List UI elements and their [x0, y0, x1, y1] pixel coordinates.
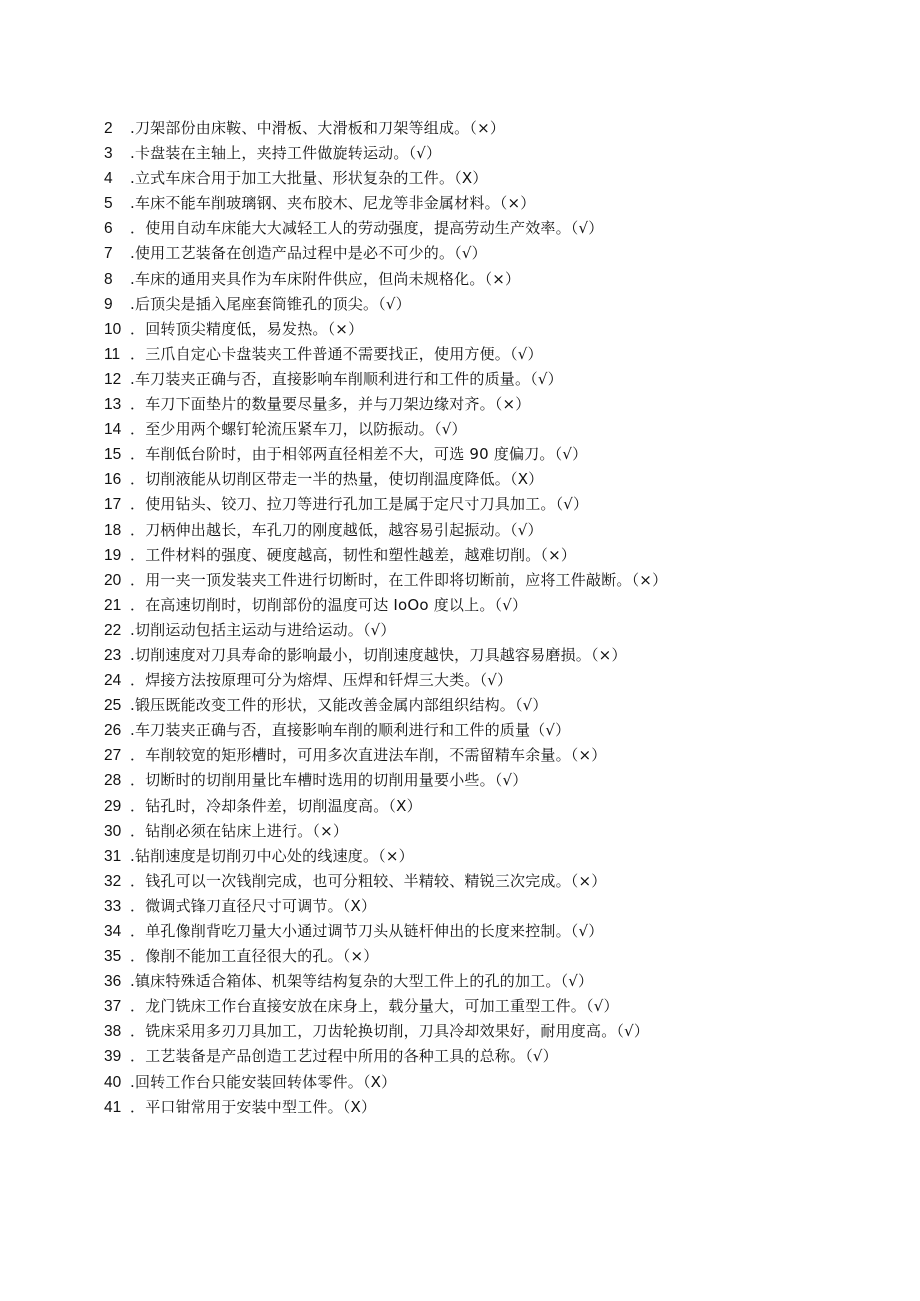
item-number: 28 — [104, 772, 122, 790]
item-number: 26 — [104, 722, 122, 740]
list-item — [104, 994, 894, 1019]
item-text: .镇床特殊适合箱体、机架等结构复杂的大型工件上的孔的加工。（√） — [130, 972, 594, 991]
item-text: ．使用自动车床能大大减轻工人的劳动强度，提高劳动生产效率。（√） — [130, 219, 604, 238]
list-item — [104, 869, 894, 894]
item-text: ．钻削必须在钻床上进行。（×） — [130, 821, 349, 840]
item-number: 24 — [104, 672, 122, 690]
item-text: .车床的通用夹具作为车床附件供应，但尚未规格化。（×） — [130, 269, 521, 288]
item-text: .车刀装夹正确与否，直接影响车削的顺利进行和工件的质量（√） — [130, 721, 571, 740]
item-text: ．微调式锋刀直径尺寸可调节。（X） — [130, 896, 377, 915]
item-text: ．焊接方法按原理可分为熔焊、压焊和钎焊三大类。（√） — [130, 671, 513, 690]
list-item — [104, 166, 894, 191]
list-item — [104, 267, 894, 292]
item-number: 6 — [104, 220, 113, 238]
list-item — [104, 794, 894, 819]
item-text: .回转工作台只能安装回转体零件。（X） — [130, 1072, 397, 1091]
list-item — [104, 944, 894, 969]
item-text: ．在高速切削时，切削部份的温度可达 IoOo 度以上。（√） — [130, 595, 528, 614]
item-text: ．车削低台阶时，由于相邻两直径相差不大，可选 90 度偏刀。（√） — [130, 445, 588, 464]
list-item — [104, 1070, 894, 1095]
item-text: ．钱孔可以一次钱削完成，也可分粗较、半精较、精锐三次完成。（×） — [130, 871, 607, 890]
list-item — [104, 718, 894, 743]
item-text: ．刀柄伸出越长，车孔刀的刚度越低，越容易引起振动。（√） — [130, 520, 543, 539]
item-text: .使用工艺装备在创造产品过程中是必不可少的。（√） — [130, 244, 487, 263]
item-number: 40 — [104, 1073, 122, 1091]
item-number: 27 — [104, 747, 122, 765]
item-number: 19 — [104, 546, 122, 564]
item-number: 3 — [104, 145, 113, 163]
item-number: 33 — [104, 897, 122, 915]
list-item — [104, 1095, 894, 1120]
item-text: ．用一夹一顶发装夹工件进行切断时，在工件即将切断前，应将工件敲断。（×） — [130, 570, 668, 589]
list-item — [104, 467, 894, 492]
list-item — [104, 1044, 894, 1069]
list-item — [104, 518, 894, 543]
item-text: .车刀装夹正确与否，直接影响车削顺利进行和工件的质量。（√） — [130, 369, 563, 388]
list-item — [104, 292, 894, 317]
list-item — [104, 568, 894, 593]
list-item — [104, 241, 894, 266]
list-item — [104, 894, 894, 919]
item-number: 5 — [104, 195, 113, 213]
item-number: 8 — [104, 270, 113, 288]
item-text: ．工艺装备是产品创造工艺过程中所用的各种工具的总称。（√） — [130, 1047, 558, 1066]
item-text: ．龙门铣床工作台直接安放在床身上，载分量大，可加工重型工件。（√） — [130, 997, 619, 1016]
item-number: 41 — [104, 1098, 122, 1116]
item-text: .钻削速度是切削刃中心处的线速度。（×） — [130, 846, 414, 865]
item-text: ．三爪自定心卡盘装夹工件普通不需要找正，使用方便。（√） — [130, 344, 543, 363]
item-text: ．使用钻头、铰刀、拉刀等进行孔加工是属于定尺寸刀具加工。（√） — [130, 495, 589, 514]
item-number: 25 — [104, 697, 122, 715]
item-number: 39 — [104, 1048, 122, 1066]
item-text: ．像削不能加工直径很大的孔。（×） — [130, 947, 379, 966]
list-item — [104, 543, 894, 568]
item-number: 38 — [104, 1023, 122, 1041]
item-number: 35 — [104, 948, 122, 966]
item-text: .后顶尖是插入尾座套筒锥孔的顶尖。（√） — [130, 294, 411, 313]
list-item — [104, 743, 894, 768]
item-number: 21 — [104, 596, 122, 614]
item-number: 7 — [104, 245, 113, 263]
item-text: ．单孔像削背吃刀量大小通过调节刀头从链杆伸出的长度来控制。（√） — [130, 922, 604, 940]
item-number: 22 — [104, 621, 122, 639]
list-item — [104, 442, 894, 467]
list-item — [104, 618, 894, 643]
item-text: ．工件材料的强度、硬度越高，韧性和塑性越差，越难切削。（×） — [130, 545, 577, 564]
item-text: ．钻孔时，冷却条件差，切削温度高。（X） — [130, 796, 422, 815]
item-number: 37 — [104, 998, 122, 1016]
item-number: 16 — [104, 471, 122, 489]
item-number: 10 — [104, 320, 122, 338]
item-text: .锻压既能改变工件的形状，又能改善金属内部组织结构。（√） — [130, 696, 548, 715]
item-text: ．至少用两个螺钉轮流压紧车刀，以防振动。（√） — [130, 420, 467, 439]
list-item — [104, 919, 894, 944]
list-item — [104, 693, 894, 718]
list-item — [104, 116, 894, 141]
item-number: 9 — [104, 295, 113, 313]
list-item — [104, 819, 894, 844]
list-item — [104, 1019, 894, 1044]
item-text: .切削速度对刀具寿命的影响最小，切削速度越快，刀具越容易磨损。（×） — [130, 645, 627, 664]
list-item — [104, 844, 894, 869]
list-item — [104, 317, 894, 342]
item-number: 12 — [104, 370, 122, 388]
item-text: .立式车床合用于加工大批量、形状复杂的工件。（X） — [130, 169, 488, 188]
item-text: ．铣床采用多刃刀具加工，刀齿轮换切削，刀具冷却效果好，耐用度高。（√） — [130, 1022, 650, 1041]
list-item — [104, 216, 894, 241]
item-text: .车床不能车削玻璃钢、夹布胶木、尼龙等非金属材料。（×） — [130, 194, 536, 213]
item-text: ．车刀下面垫片的数量要尽量多，并与刀架边缘对齐。（×） — [130, 395, 531, 414]
list-item — [104, 392, 894, 417]
list-item — [104, 668, 894, 693]
list-item — [104, 342, 894, 367]
item-number: 14 — [104, 421, 122, 439]
item-number: 17 — [104, 496, 122, 514]
list-item — [104, 492, 894, 517]
list-item — [104, 141, 894, 166]
item-number: 4 — [104, 170, 113, 188]
list-item — [104, 191, 894, 216]
list-item — [104, 768, 894, 793]
item-number: 36 — [104, 973, 122, 991]
item-number: 13 — [104, 396, 122, 414]
item-text: ．平口钳常用于安装中型工件。（X） — [130, 1097, 377, 1116]
question-list — [104, 116, 894, 1120]
item-number: 2 — [104, 120, 113, 137]
item-number: 29 — [104, 797, 122, 815]
list-item — [104, 969, 894, 994]
item-text: ．回转顶尖精度低，易发热。（×） — [130, 319, 364, 338]
item-number: 23 — [104, 646, 122, 664]
item-number: 30 — [104, 822, 122, 840]
item-text: .卡盘装在主轴上，夹持工件做旋转运动。（√） — [130, 144, 442, 163]
item-number: 18 — [104, 521, 122, 539]
list-item — [104, 593, 894, 618]
item-number: 15 — [104, 446, 122, 464]
item-number: 32 — [104, 872, 122, 890]
item-number: 11 — [104, 345, 121, 363]
list-item — [104, 417, 894, 442]
item-number: 20 — [104, 571, 122, 589]
item-text: .切削运动包括主运动与进给运动。（√） — [130, 620, 396, 639]
item-text: ．切断时的切削用量比车槽时选用的切削用量要小些。（√） — [130, 771, 528, 790]
list-item — [104, 643, 894, 668]
list-item — [104, 367, 894, 392]
item-text: .刀架部份由床鞍、中滑板、大滑板和刀架等组成。（×） — [130, 119, 506, 137]
item-number: 31 — [104, 847, 122, 865]
item-text: ．切削液能从切削区带走一半的热量，使切削温度降低。（X） — [130, 470, 544, 489]
item-text: ．车削较宽的矩形槽时，可用多次直进法车削，不需留精车余量。（×） — [130, 746, 607, 765]
item-number: 34 — [104, 923, 122, 940]
